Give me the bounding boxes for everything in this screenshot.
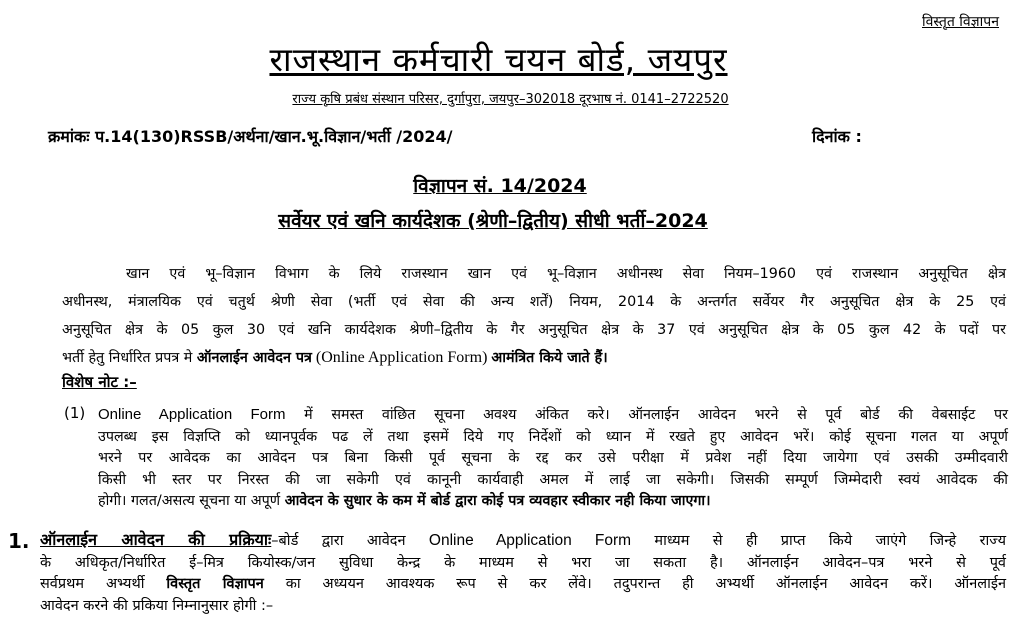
reference-number: क्रमांकः प.14(130)RSSB/अर्थना/खान.भू.विज्ञान/भर्ती /2024/ xyxy=(48,127,453,146)
advertisement-number: विज्ञापन सं. 14/2024 xyxy=(413,175,587,197)
section-1-line-4: आवेदन करने की प्रकिया निम्नानुसार होगी :– xyxy=(40,597,274,614)
board-title xyxy=(0,36,1021,81)
note-1-line-2: उपलब्ध इस विज्ञप्ति को ध्यानपूर्वक पढ लें तथा इसमें दिये गए निर्देशों को ध्यान में रखते हुए आवेदन भरें। कोई सूचना गलत या अपूर्ण xyxy=(98,428,1008,445)
section-1-line-3-a: सर्वप्रथम अभ्यर्थी xyxy=(40,576,167,592)
board-title-text: राजस्थान कर्मचारी चयन बोर्ड, जयपुर xyxy=(269,40,728,79)
section-1-line-3-c: का अध्ययन आवश्यक रूप से कर लेंवे। तदुपरान्त ही अभ्यर्थी ऑनलाईन आवेदन करें। ऑनलाईन xyxy=(263,576,1006,592)
note-1-number: (1) xyxy=(64,404,86,422)
note-1-line-5 xyxy=(98,491,1008,513)
intro-paragraph xyxy=(62,260,1006,372)
advertisement-subject xyxy=(0,207,1000,233)
note-1-line-1-text: में समस्त वांछित सूचना अवश्य अंकित करे। ऑनलाईन आवेदन भरने से पूर्व बोर्ड की वेबसाईट पर xyxy=(285,407,1008,423)
section-1-line-1 xyxy=(40,529,1006,553)
section-1-form-name: Online Application Form xyxy=(428,532,632,549)
section-1-line-2: के अधिकृत/निर्धारित ई–मित्र कियोस्क/जन सुविधा केन्द्र के माध्यम से भरा जा सकता है। ऑनलाईन आवेदन–पत्र भरने से पूर्व xyxy=(40,554,1006,571)
section-1-paragraph xyxy=(40,529,1006,617)
section-1-line-3 xyxy=(40,574,1006,596)
section-1-line-1-a: –बोर्ड द्वारा आवेदन xyxy=(271,533,429,549)
note-1-line-4: किसी भी स्तर पर निरस्त की जा सकेगी एवं कानूनी कार्यवाही अमल में लाई जा सकेगी। जिसकी सम्पूर्ण जिम्मेदारी स्वयं आवेदक की xyxy=(98,471,1008,488)
intro-line-4-text: भर्ती हेतु निर्धारित प्रपत्र मे xyxy=(62,350,197,366)
section-1-heading: ऑनलाईन आवेदन की प्रक्रियाः xyxy=(40,530,272,549)
invited-text: आमंत्रित किये जाते हैं। xyxy=(491,350,608,366)
special-note-label: विशेष नोट :– xyxy=(62,373,137,391)
detailed-advertisement-link[interactable]: विस्तृत विज्ञापन xyxy=(922,14,999,30)
online-form-label: ऑनलाईन आवेदन पत्र xyxy=(196,350,312,366)
online-form-english: (Online Application Form) xyxy=(311,349,492,366)
advertisement-subject-text: सर्वेयर एवं खनि कार्यदेशक (श्रेणी–द्वितीय) सीधी भर्ती–2024 xyxy=(278,210,708,232)
section-1-line-1-c: माध्यम से ही प्राप्त किये जाएंगे जिन्हे राज्य xyxy=(631,533,1007,549)
intro-line-1: खान एवं भू–विज्ञान विभाग के लिये राजस्थान खान एवं भू–विज्ञान अधीनस्थ सेवा नियम–1960 एवं राजस्थान अनुसूचित क्षेत्र xyxy=(126,266,1006,282)
detailed-advertisement-ref: विस्तृत विज्ञापन xyxy=(166,576,264,592)
note-1-line-1 xyxy=(98,404,1008,427)
note-1-paragraph xyxy=(98,404,1008,513)
note-1-line-5-text: होगी। गलत/असत्य सूचना या अपूर्ण xyxy=(98,493,285,509)
intro-line-3: अनुसूचित क्षेत्र के 05 कुल 30 एवं खनि कार्यदेशक श्रेणी–द्वितीय के गैर अनुसूचित क्षेत्र के 37 एवं अनुसूचित क्षेत्र के 05 कुल 42 के पदों पर xyxy=(62,322,1006,338)
section-1-number: 1. xyxy=(8,529,30,553)
note-1-line-3: भरने पर आवेदक का आवेदन पत्र बिना किसी पूर्व सूचना के रद्द कर उसे परीक्षा में प्रवेश नहीं दिया जायेगा एवं उसकी उम्मीदवारी xyxy=(98,450,1008,466)
date-label: दिनांक : xyxy=(812,127,862,146)
intro-line-2: अधीनस्थ, मंत्रालयिक एवं चतुर्थ श्रेणी सेवा (भर्ती एवं सेवा की अन्य शर्तें) नियम, 2014 के अन्तर्गत सर्वेयर गैर अनुसूचित क्षेत्र के 25 एवं xyxy=(62,294,1006,310)
intro-line-4 xyxy=(62,344,1006,372)
board-address: राज्य कृषि प्रबंध संस्थान परिसर, दुर्गापुरा, जयपुर–302018 दूरभाष नं. 0141–2722520 xyxy=(292,92,729,107)
note-1-form-name: Online Application Form xyxy=(98,406,286,423)
note-1-bold-warning: आवेदन के सुधार के कम में बोर्ड द्वारा कोई पत्र व्यवहार स्वीकार नही किया जाएगा। xyxy=(284,493,711,509)
